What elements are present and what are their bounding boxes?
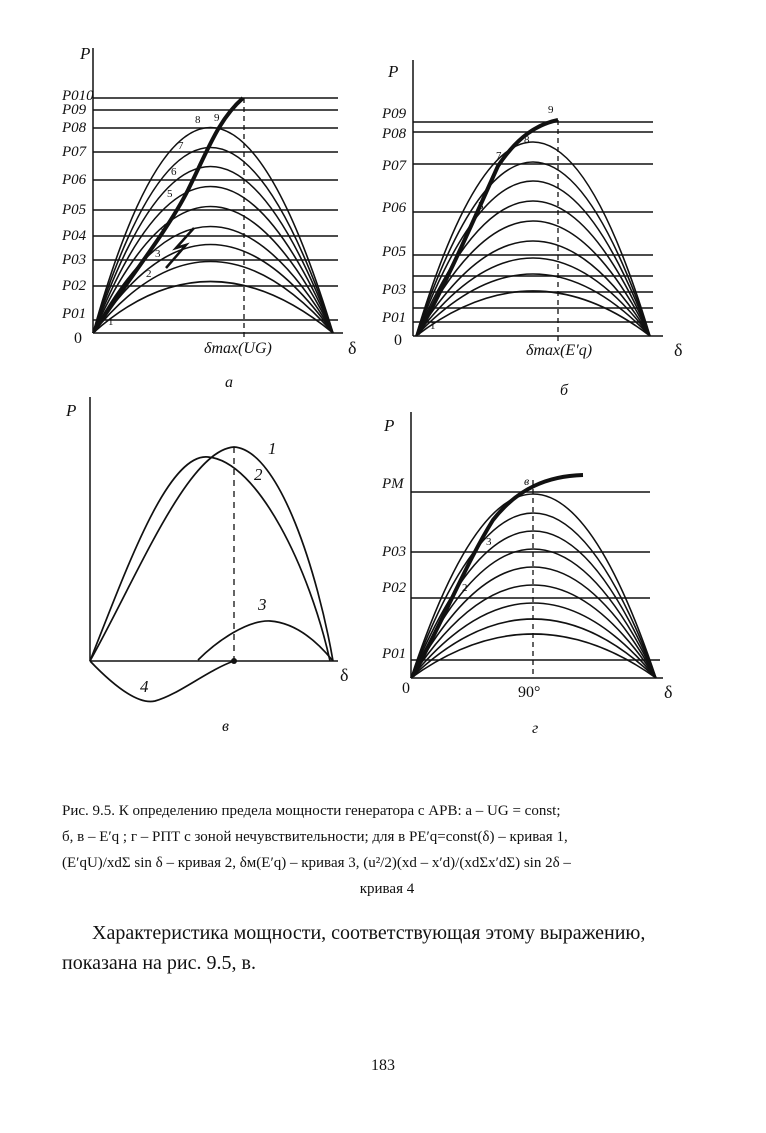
panel-a-curve-mark: 7	[178, 140, 184, 152]
panel-a-level-label: P010	[62, 88, 94, 104]
panel-v-letter: в	[222, 718, 229, 735]
panel-a-delta-max-label: δmax(UG)	[204, 340, 272, 357]
panel-a-curve-mark: 9	[214, 112, 220, 124]
panel-g-chart	[378, 410, 678, 730]
panel-b-curve-mark: 9	[548, 104, 554, 116]
panel-b	[378, 40, 683, 399]
caption-line: б, в – E′q ; г – РПТ с зоной нечувствительности; для в PE′q=const(δ) – кривая 1,	[62, 829, 568, 845]
panel-v-curve-3	[198, 621, 333, 661]
panel-a-level-label: P06	[62, 172, 87, 188]
panel-b-curve	[416, 142, 650, 336]
caption-line: (E′qU)/xdΣ sin δ – кривая 2, δм(E′q) – кривая 3, (u²/2)(xd – x′d)/(xdΣx′dΣ) sin 2δ –	[62, 855, 571, 871]
panel-a-curve-mark: 8	[195, 114, 201, 126]
panel-b-level-label: P03	[382, 282, 407, 298]
panel-a-level-label: P04	[62, 228, 87, 244]
page-number: 183	[371, 1057, 395, 1074]
panel-g-curve-mark: 2	[462, 582, 468, 594]
panel-b-level-label: P07	[382, 158, 407, 174]
panel-b-level-label: P09	[382, 106, 407, 122]
panel-v-curve-mark: 2	[254, 465, 263, 484]
panel-b-y-label: P	[388, 62, 399, 81]
panel-a-level-label: P01	[62, 306, 87, 322]
panel-g-letter: г	[532, 720, 539, 737]
panel-a-level-label: P03	[62, 252, 87, 268]
panel-b-letter: б	[560, 382, 569, 399]
panel-b-level-label: P08	[382, 126, 407, 142]
panel-g-level-label: PМ	[382, 476, 404, 492]
panel-v-x-label: δ	[340, 665, 349, 685]
panel-a-envelope	[94, 98, 243, 331]
panel-a	[58, 40, 358, 391]
panel-b-level-label: P05	[382, 244, 407, 260]
caption-line: Рис. 9.5. К определению предела мощности генератора с АРВ: а – UG = const;	[62, 803, 561, 819]
panel-a-level-label: P07	[62, 144, 87, 160]
panel-g-curve	[411, 603, 656, 678]
panel-g-y-label: P	[384, 416, 395, 435]
panel-b-curve-mark: 7	[496, 150, 502, 162]
panel-b-delta-max-label: δmax(E′q)	[526, 342, 593, 359]
panel-a-level-label: P08	[62, 120, 87, 136]
panel-a-curve-mark: 2	[146, 268, 152, 280]
panel-a-level-label: P02	[62, 278, 87, 294]
panel-v-curve-4	[90, 661, 234, 702]
panel-b-curve-mark: 1	[430, 320, 436, 332]
panel-v	[58, 395, 358, 735]
panel-v-chart	[58, 395, 358, 715]
panel-a-x-label: δ	[348, 338, 357, 358]
panel-b-curve	[416, 291, 650, 336]
panel-g-curve-mark: в	[524, 474, 530, 488]
body-paragraph: Характеристика мощности, соответствующая этому выражению, показана на рис. 9.5, в.	[62, 922, 646, 974]
panel-g-x-label: δ	[664, 682, 673, 702]
panel-g	[378, 410, 678, 737]
panel-v-curve-mark: 3	[258, 595, 267, 614]
panel-g-curve	[411, 549, 656, 678]
panel-v-point	[231, 658, 237, 664]
panel-b-chart	[378, 40, 678, 360]
panel-a-letter: а	[225, 374, 233, 391]
panel-v-curve-2	[90, 457, 330, 661]
panel-b-curve	[416, 274, 650, 336]
panel-g-level-label: P01	[382, 646, 407, 662]
panel-b-level-label: P06	[382, 200, 407, 216]
panel-b-curve	[416, 162, 650, 336]
panel-g-curve-mark: 3	[486, 536, 492, 548]
panel-a-curve-mark: 3	[155, 248, 161, 260]
panel-g-x-tick: 90°	[518, 684, 541, 701]
panel-a-y-label: P	[80, 44, 91, 63]
panel-g-level-label: P03	[382, 544, 407, 560]
panel-v-curve-mark: 1	[268, 439, 277, 458]
panel-b-origin: 0	[394, 332, 402, 349]
panel-b-level-label: P01	[382, 310, 407, 326]
panel-a-curve-mark: 5	[167, 188, 173, 200]
panel-v-curve-mark: 4	[140, 677, 149, 696]
panel-a-curve-mark: 1	[108, 316, 114, 328]
panel-b-curve-mark: 5	[478, 200, 484, 212]
panel-a-curve	[93, 128, 333, 334]
panel-v-y-label: P	[66, 401, 77, 420]
panel-g-origin: 0	[402, 680, 410, 697]
caption-line: кривая 4	[359, 881, 415, 897]
panel-g-level-label: P02	[382, 580, 407, 596]
panel-a-curve-mark: 4	[161, 222, 167, 234]
panel-a-curve-mark: 6	[171, 166, 177, 178]
panel-a-origin: 0	[74, 330, 82, 347]
figure-caption	[62, 798, 712, 902]
panel-a-chart	[58, 40, 358, 360]
panel-b-curve-mark: 8	[524, 134, 530, 146]
panel-g-curve	[411, 494, 656, 678]
panel-b-x-label: δ	[674, 340, 683, 360]
panel-a-level-label: P09	[62, 102, 87, 118]
panel-a-level-label: P05	[62, 202, 87, 218]
panel-a-curve	[93, 262, 333, 334]
